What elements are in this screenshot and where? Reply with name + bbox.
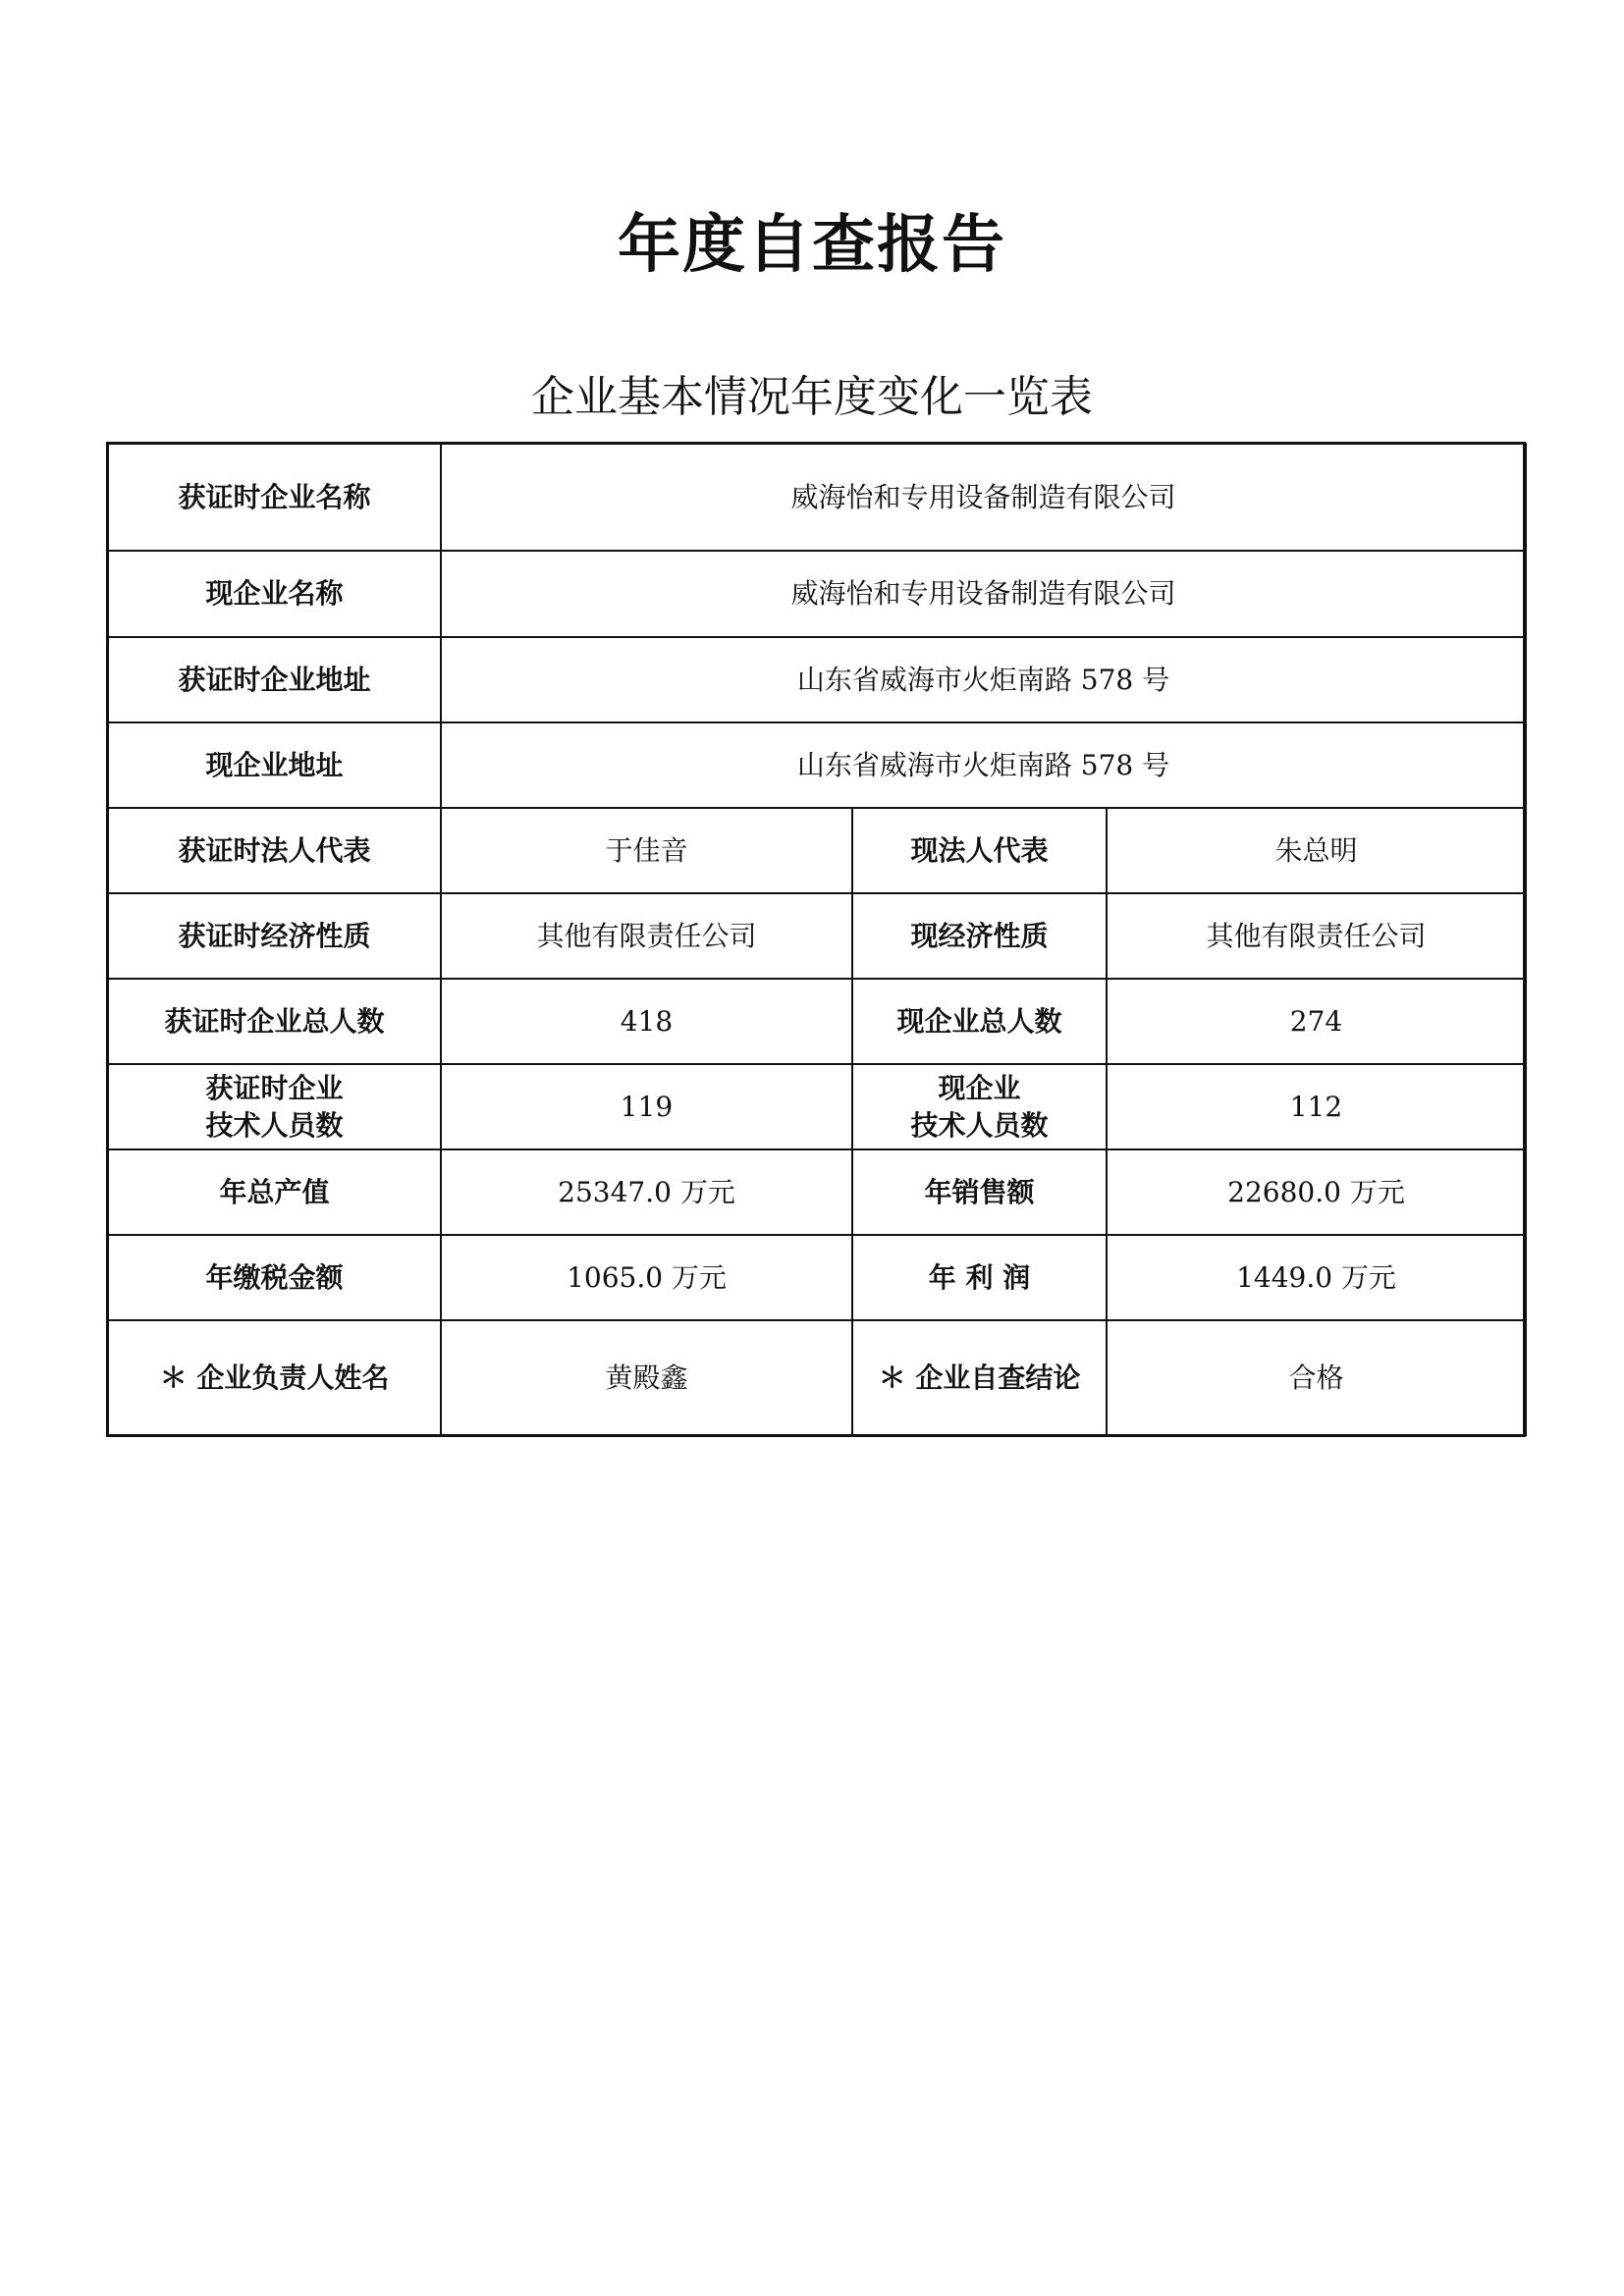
address-at-cert-label: 获证时企业地址 — [108, 637, 441, 722]
annual-profit-value: 1449.0 万元 — [1107, 1235, 1526, 1320]
company-name-at-cert-value: 威海怡和专用设备制造有限公司 — [441, 444, 1526, 551]
annual-output-label: 年总产值 — [108, 1149, 441, 1235]
legal-rep-at-cert-value: 于佳音 — [441, 808, 852, 893]
current-econ-nature-label: 现经济性质 — [852, 893, 1107, 979]
table-row — [108, 1320, 1526, 1435]
annual-profit-label: 年 利 润 — [852, 1235, 1107, 1320]
self-check-conclusion-value: 合格 — [1107, 1320, 1526, 1435]
current-company-name-value: 威海怡和专用设备制造有限公司 — [441, 551, 1526, 637]
table-row — [108, 808, 1526, 893]
self-check-conclusion-label: ＊ 企业自查结论 — [852, 1320, 1107, 1435]
tech-staff-at-cert-label-line2: 技术人员数 — [205, 1108, 344, 1142]
company-info-table — [107, 443, 1527, 1436]
current-tech-staff-label — [852, 1064, 1107, 1149]
annual-sales-label: 年销售额 — [852, 1149, 1107, 1235]
econ-nature-at-cert-label: 获证时经济性质 — [108, 893, 441, 979]
tech-staff-at-cert-label — [108, 1064, 441, 1149]
table-row — [108, 722, 1526, 808]
current-tech-staff-value: 112 — [1107, 1064, 1526, 1149]
current-tech-staff-label-line2: 技术人员数 — [910, 1108, 1049, 1142]
table-row — [108, 1064, 1526, 1149]
current-address-label: 现企业地址 — [108, 722, 441, 808]
tech-staff-at-cert-value: 119 — [441, 1064, 852, 1149]
econ-nature-at-cert-value: 其他有限责任公司 — [441, 893, 852, 979]
current-econ-nature-value: 其他有限责任公司 — [1107, 893, 1526, 979]
table-row — [108, 979, 1526, 1064]
address-at-cert-value: 山东省威海市火炬南路 578 号 — [441, 637, 1526, 722]
current-staff-total-value: 274 — [1107, 979, 1526, 1064]
annual-sales-value: 22680.0 万元 — [1107, 1149, 1526, 1235]
table-row — [108, 1149, 1526, 1235]
table-row — [108, 551, 1526, 637]
annual-tax-value: 1065.0 万元 — [441, 1235, 852, 1320]
company-name-at-cert-label: 获证时企业名称 — [108, 444, 441, 551]
current-legal-rep-label: 现法人代表 — [852, 808, 1107, 893]
table-row — [108, 444, 1526, 551]
document-title: 年度自查报告 — [618, 209, 1006, 282]
annual-tax-label: 年缴税金额 — [108, 1235, 441, 1320]
staff-total-at-cert-value: 418 — [441, 979, 852, 1064]
current-address-value: 山东省威海市火炬南路 578 号 — [441, 722, 1526, 808]
annual-output-value: 25347.0 万元 — [441, 1149, 852, 1235]
table-row — [108, 637, 1526, 722]
table-row — [108, 1235, 1526, 1320]
current-legal-rep-value: 朱总明 — [1107, 808, 1526, 893]
tech-staff-at-cert-label-line1: 获证时企业 — [205, 1071, 344, 1104]
staff-total-at-cert-label: 获证时企业总人数 — [108, 979, 441, 1064]
table-title: 企业基本情况年度变化一览表 — [531, 372, 1093, 422]
person-in-charge-label: ＊ 企业负责人姓名 — [108, 1320, 441, 1435]
current-company-name-label: 现企业名称 — [108, 551, 441, 637]
current-staff-total-label: 现企业总人数 — [852, 979, 1107, 1064]
table-row — [108, 893, 1526, 979]
legal-rep-at-cert-label: 获证时法人代表 — [108, 808, 441, 893]
person-in-charge-value: 黄殿鑫 — [441, 1320, 852, 1435]
current-tech-staff-label-line1: 现企业 — [938, 1071, 1021, 1104]
